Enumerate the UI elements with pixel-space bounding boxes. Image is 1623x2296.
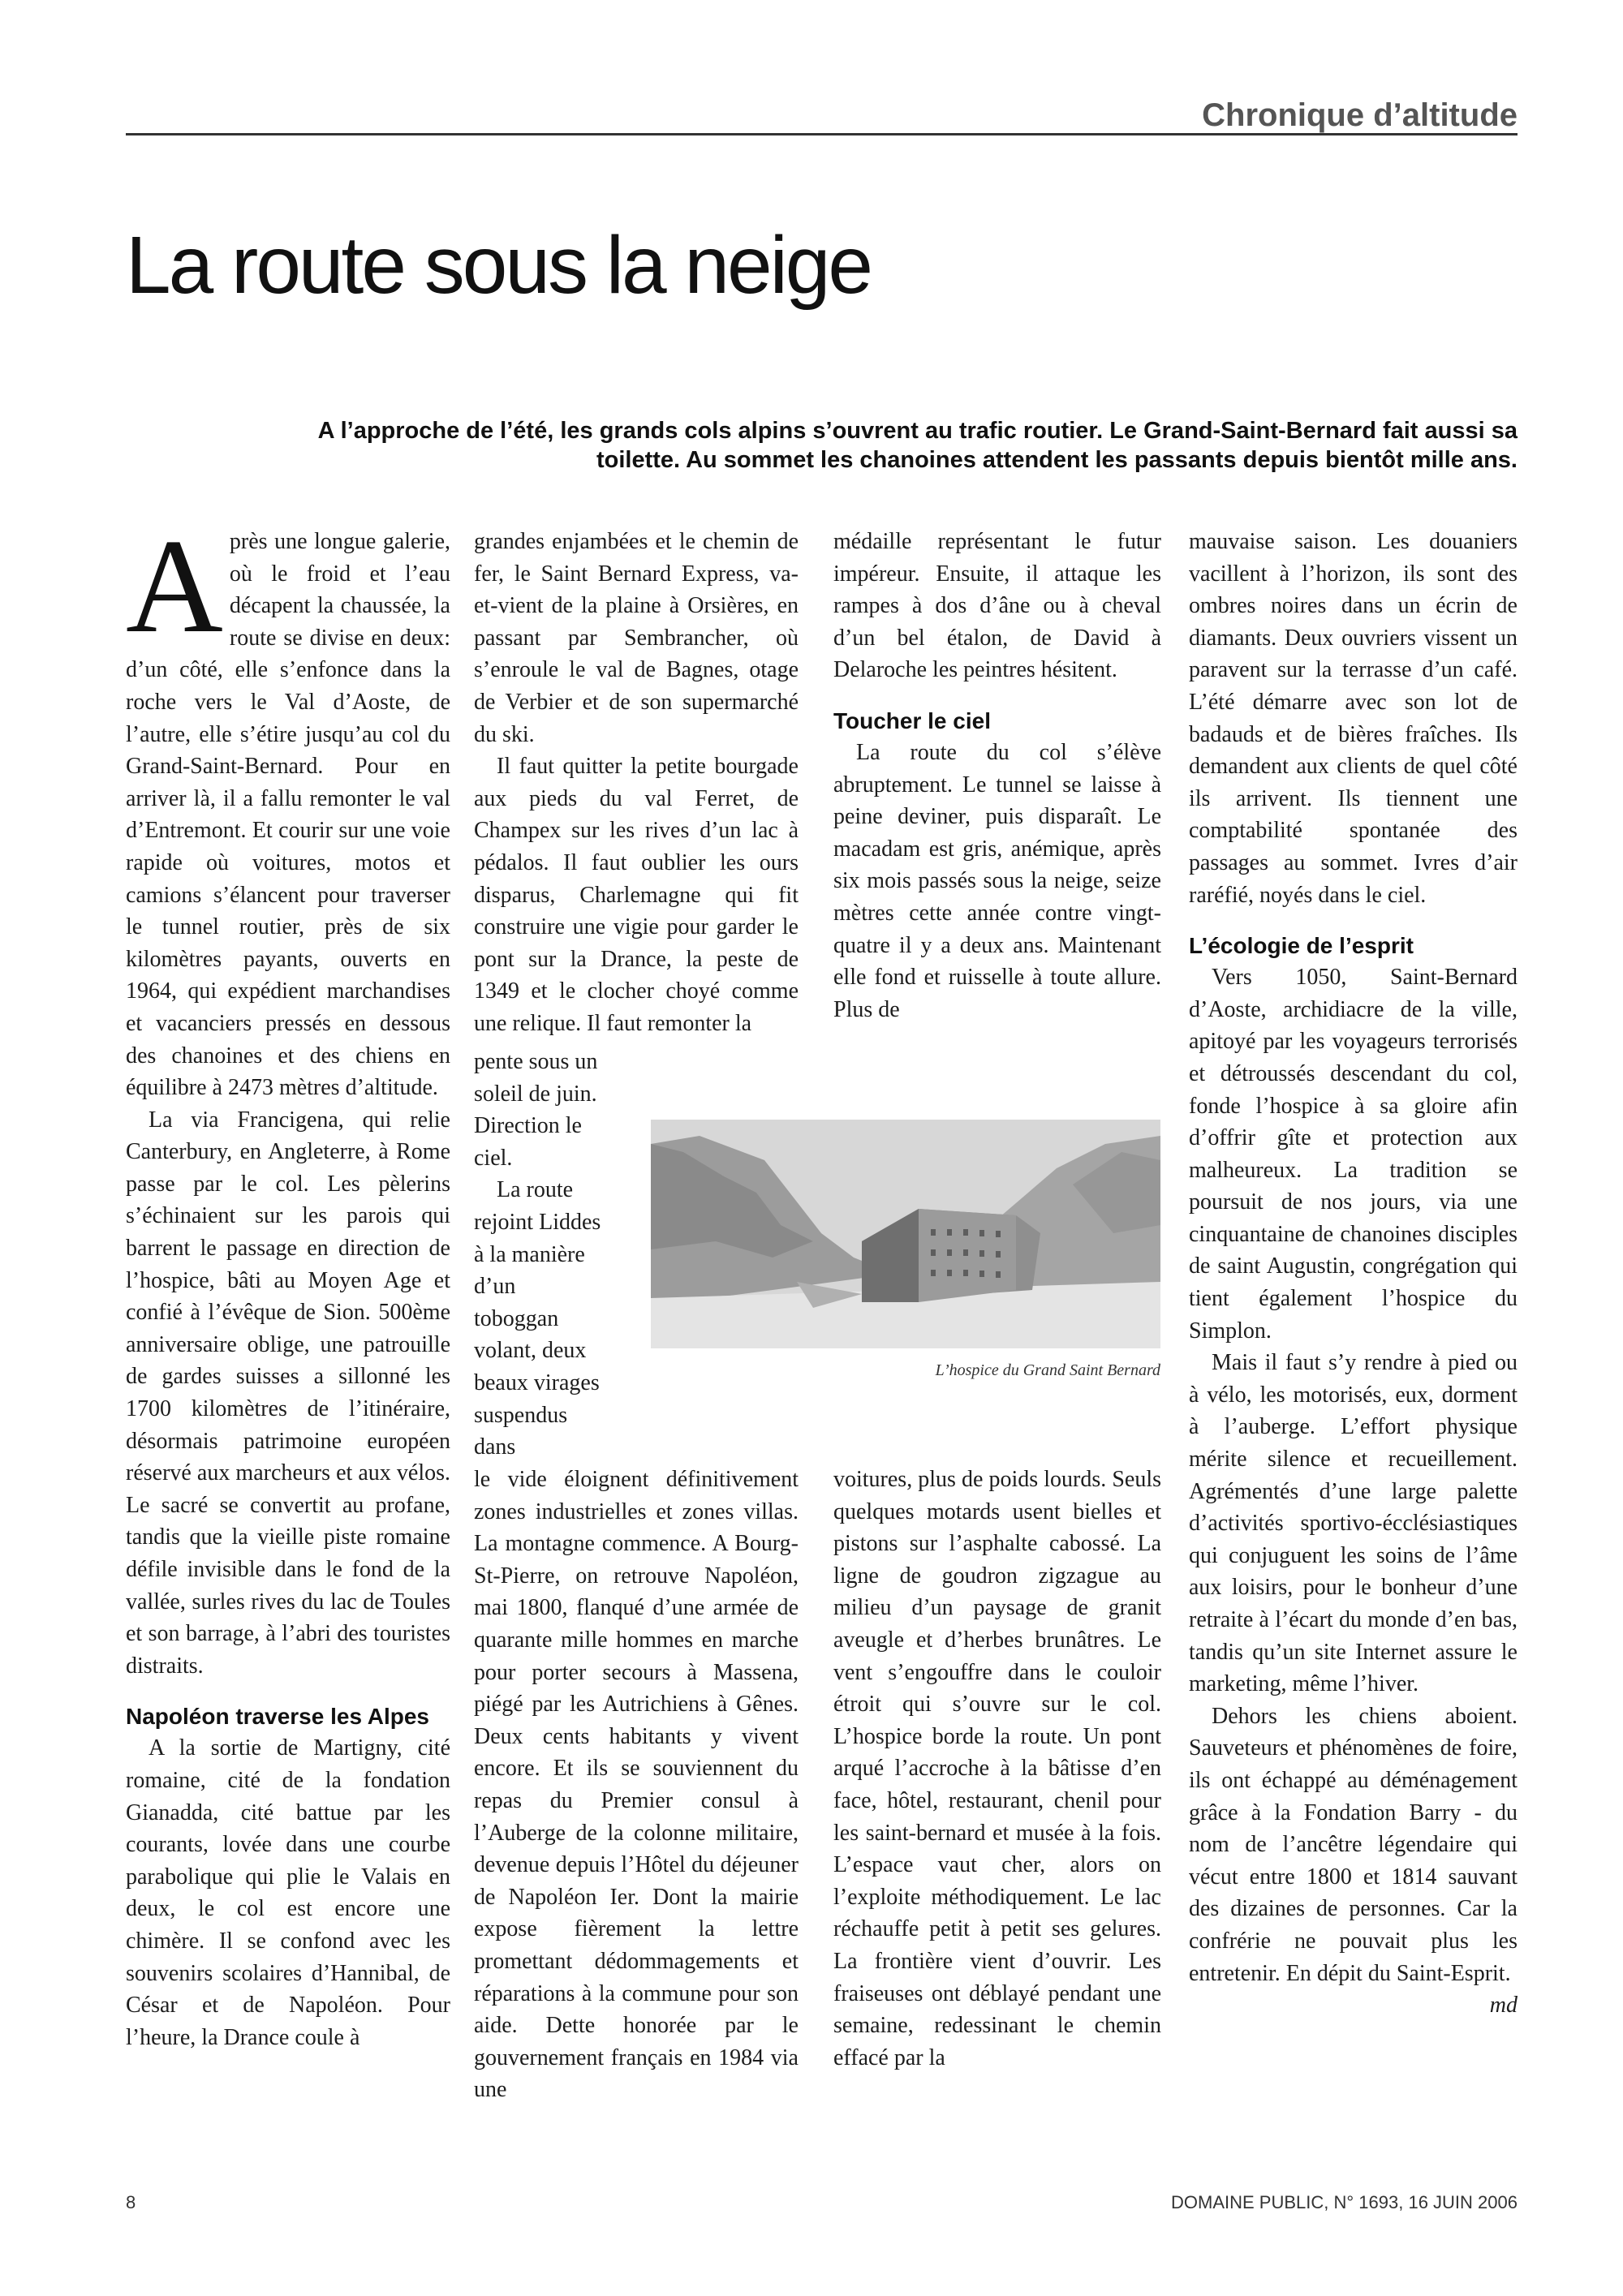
hospice-illustration	[651, 1120, 1160, 1348]
paragraph-4a: Il faut quitter la petite bourgade aux pieds du val Ferret, de Champex sur les rives d’un lac à pédalos. Il faut oublier les ours disparus, Charlemagne qui fit construire une vigie pour garder le pont sur la Drance, la peste de 1349 et le clocher choyé comme une relique. Il faut remonter la	[474, 754, 799, 1036]
column-2-bottom	[474, 1464, 799, 2106]
paragraph-1	[126, 511, 450, 1104]
publication-info: DOMAINE PUBLIC, N° 1693, 16 JUIN 2006	[1171, 2192, 1518, 2212]
paragraph-1-text: près une longue galerie, où le froid et l’eau décapent la chaussée, la route se divise en deux: d’un côté, elle s’enfonce dans la roche vers le Val d’Aoste, de l’autre, elle s’étire jusqu’au col du Grand-Saint-Bernard. Pour en arriver là, il a fallu remonter le val d’Entremont. Et courir sur une voie rapide où voitures, motos et camions s’élancent pour traverser le tunnel routier, près de six kilomètres payants, ouverts en 1964, qui expédient marchandises et vacanciers pressés en dessous des chanoines et des chiens en équilibre à 2473 mètres d’altitude.	[126, 529, 450, 1101]
header-rule	[126, 133, 1518, 135]
paragraph-6c: mauvaise saison. Les douaniers vacillent à l’horizon, ils sont des ombres noires dans un écrin de diamants. Deux ouvriers vissent un paravent sur la terrasse d’un café. L’été démarre avec son lot de badauds et de bières fraîches. Ils demandent aux clients de quel côté ils arrivent. Ils tiennent une comptabilité spontanée des passages au sommet. Ivres d’air raréfié, noyés dans le ciel.	[1189, 529, 1518, 908]
column-3-bottom	[833, 1464, 1161, 2074]
column-2-top	[474, 526, 799, 1040]
paragraph-9	[1189, 1701, 1518, 2019]
article-title: La route sous la neige	[126, 220, 872, 311]
column-2-narrow	[474, 1046, 602, 1464]
paragraph-8: Mais il faut s’y rendre à pied ou à vélo, les motorisés, eux, dorment à l’auberge. L’effort physique mérite silence et recueillement. Agrémentés d’une large palette d’activités sportivo-écclésiastiques qui conjuguent les soins de l’âme aux loisirs, pour le bonheur d’une retraite à l’écart du monde d’en bas, tandis qu’un site Internet assure le marketing, même l’hiver.	[1189, 1350, 1518, 1697]
paragraph-2: La via Francigena, qui relie Canterbury, en Angleterre, à Rome passe par le col. Les pèlerins s’échinaient sur les parois qui barrent le passage en direction de l’hospice, bâti au Moyen Age et confié à l’évêque de Sion. 500ème anniversaire oblige, une patrouille de gardes suisses a sillonné les 1700 kilomètres de l’itinéraire, désormais patrimoine européen réservé aux marcheurs et aux vélos. Le sacré se convertit au profane, tandis que la vieille piste romaine défile invisible dans le fond de la vallée, surles rives du lac de Toules et son barrage, à l’abri des touristes distraits.	[126, 1107, 450, 1679]
column-1	[126, 511, 450, 2053]
article-lead: A l’approche de l’été, les grands cols alpins s’ouvrent au trafic routier. Le Grand-Saint-Bernard fait aussi sa toilette. Au sommet les chanoines attendent les passants depuis bientôt mille ans.	[317, 418, 1518, 473]
hospice-photo	[651, 1120, 1160, 1348]
photo-caption: L’hospice du Grand Saint Bernard	[935, 1361, 1160, 1379]
dropcap: A	[126, 511, 223, 660]
column-4	[1189, 526, 1518, 2022]
column-3-top	[833, 526, 1161, 1025]
paragraph-6a: La route du col s’élève abruptement. Le tunnel se laisse à peine deviner, puis disparaît. Le macadam est gris, anémique, après six mois passés sous la neige, seize mètres cette année contre vingt-quatre il y a deux ans. Maintenant elle fond et ruisselle à toute allure. Plus de	[833, 739, 1161, 1022]
paragraph-6b: voitures, plus de poids lourds. Seuls quelques motards usent bielles et pistons sur l’asphalte cabossé. La ligne de goudron zigzague au milieu d’un paysage de granit aveugle et d’herbes brunâtres. Le vent s’engouffre dans le couloir étroit qui s’ouvre sur le col. L’hospice borde la route. Un pont arqué l’accroche à la bâtisse d’en face, hôtel, restaurant, chenil pour les saint-bernard et musée à la fois. L’espace vaut cher, alors on l’exploite méthodiquement. Le lac réchauffe petit à petit ses gelures. La frontière vient d’ouvrir. Les fraiseuses ont déblayé pendant une semaine, redessinant le chemin effacé par la	[833, 1467, 1161, 2070]
subheading-ecologie: L’écologie de l’esprit	[1189, 933, 1414, 959]
paragraph-9-text: Dehors les chiens aboient. Sauveteurs et phénomènes de foire, ils ont échappé au déménagement grâce à la Fondation Barry - du nom de l’ancêtre légendaire qui vécut entre 1800 et 1814 sauvant des dizaines de personnes. Car la confrérie ne pouvait plus les entretenir. En dépit du Saint-Esprit.	[1189, 1703, 1518, 1986]
paragraph-3a: A la sortie de Martigny, cité romaine, cité de la fondation Gianadda, cité battue par les courants, lovée dans une courbe parabolique qui plie le Valais en deux, le col est encore une chimère. Il se confond avec les souvenirs scolaires d’Hannibal, de César et de Napoléon. Pour l’heure, la Drance coule à	[126, 1735, 450, 2050]
section-rubric: Chronique d’altitude	[1202, 97, 1518, 133]
paragraph-5b: le vide éloignent définitivement zones industrielles et zones villas. La montagne commence. A Bourg-St-Pierre, on retrouve Napoléon, mai 1800, flanqué d’une armée de quarante mille hommes en marche pour porter secours à Massena, piégé par les Autrichiens à Gênes. Deux cents habitants y vivent encore. Et ils se souviennent du repas du Premier consul à l’Auberge de la colonne militaire, devenue depuis l’Hôtel du déjeuner de Napoléon Ier. Dont la mairie expose fièrement la lettre promettant dédommagements et réparations à la commune pour son aide. Dette honorée par le gouvernement français en 1984 via une	[474, 1467, 799, 2103]
subheading-napoleon: Napoléon traverse les Alpes	[126, 1704, 430, 1730]
paragraph-3b: grandes enjambées et le chemin de fer, le Saint Bernard Express, va-et-vient de la plaine à Orsières, en passant par Sembrancher, où s’enroule le val de Bagnes, otage de Verbier et de son supermarché du ski.	[474, 529, 799, 747]
paragraph-5c: médaille représentant le futur impéreur. Ensuite, il attaque les rampes à dos d’âne ou à cheval d’un bel étalon, de David à Delaroche les peintres hésitent.	[833, 529, 1161, 683]
paragraph-5a: La route rejoint Liddes à la manière d’un toboggan volant, deux beaux virages suspendus dans	[474, 1177, 601, 1460]
subheading-toucher: Toucher le ciel	[833, 707, 991, 733]
signature: md	[1489, 1993, 1518, 2019]
page-number: 8	[126, 2192, 136, 2212]
paragraph-7: Vers 1050, Saint-Bernard d’Aoste, archidiacre de la ville, apitoyé par les voyageurs terrorisés et détroussés descendant du col, fonde l’hospice à sa gloire afin d’offrir gîte et protection aux malheureux. La tradition se poursuit de nos jours, via une cinquantaine de chanoines disciples de saint Augustin, congrégation qui tient également l’hospice du Simplon.	[1189, 965, 1518, 1344]
paragraph-4b: pente sous un soleil de juin. Direction le ciel.	[474, 1049, 598, 1171]
